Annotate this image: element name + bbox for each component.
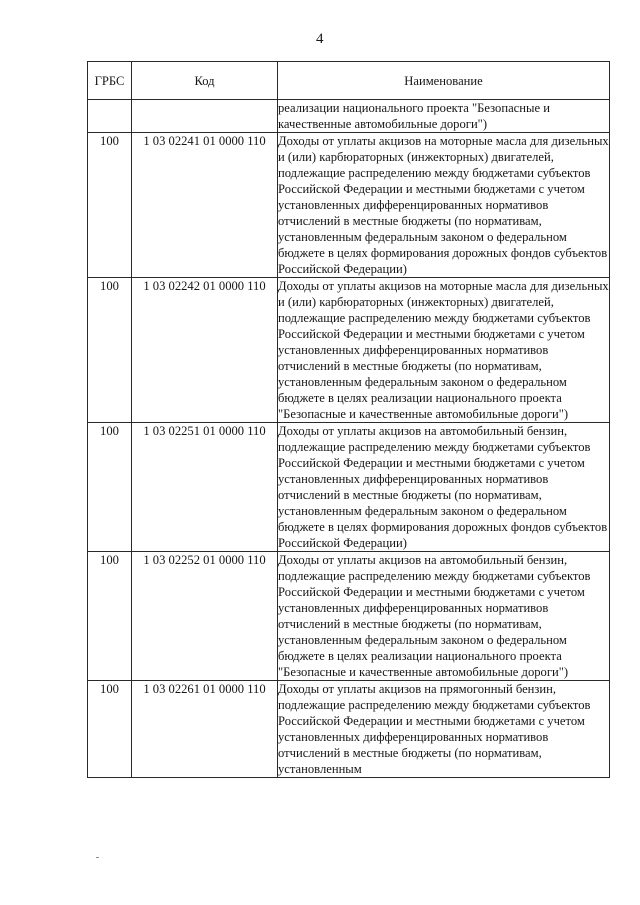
cell-grbs: [88, 100, 132, 133]
cell-grbs: 100: [88, 423, 132, 552]
cell-grbs: 100: [88, 681, 132, 778]
column-header-name: Наименование: [278, 62, 610, 100]
table-row-continuation: [88, 100, 610, 133]
table-row: [88, 681, 610, 778]
cell-name: Доходы от уплаты акцизов на моторные масла для дизельных и (или) карбюраторных (инжекторных) двигателей, подлежащие распределению между бюджетами субъектов Российской Федерации и местными бюджетами с учетом установленных дифференцированных нормативов отчислений в местные бюджеты (по нормативам, установленным федеральным законом о федеральном бюджете в целях реализации национального проекта "Безопасные и качественные автомобильные дороги"): [278, 279, 609, 421]
cell-grbs: 100: [88, 552, 132, 681]
cell-code: 1 03 02241 01 0000 110: [132, 133, 278, 278]
cell-code: 1 03 02261 01 0000 110: [132, 681, 278, 778]
cell-grbs: 100: [88, 278, 132, 423]
cell-name: реализации национального проекта "Безопасные и качественные автомобильные дороги"): [278, 100, 610, 133]
table-header-row: [88, 62, 610, 100]
table-row: [88, 278, 610, 423]
cell-name: Доходы от уплаты акцизов на прямогонный бензин, подлежащие распределению между бюджетами субъектов Российской Федерации и местными бюджетами с учетом установленных дифференцированных нормативов отчислений в местные бюджеты (по нормативам, установленным: [278, 681, 610, 778]
cell-grbs: 100: [88, 133, 132, 278]
page-number: 4: [316, 31, 324, 47]
column-header-grbs: ГРБС: [88, 62, 132, 100]
scan-artifact-dot: [96, 857, 99, 858]
cell-name: Доходы от уплаты акцизов на автомобильный бензин, подлежащие распределению между бюджетами субъектов Российской Федерации и местными бюджетами с учетом установленных дифференцированных нормативов отчислений в местные бюджеты (по нормативам, установленным федеральным законом о федеральном бюджете в целях реализации национального проекта "Безопасные и качественные автомобильные дороги"): [278, 552, 610, 681]
table-row: [88, 133, 610, 278]
table-row: [88, 423, 610, 552]
cell-name: Доходы от уплаты акцизов на моторные масла для дизельных и (или) карбюраторных (инжекторных) двигателей, подлежащие распределению между бюджетами субъектов Российской Федерации и местными бюджетами с учетом установленных дифференцированных нормативов отчислений в местные бюджеты (по нормативам, установленным федеральным законом о федеральном бюджете в целях формирования дорожных фондов субъектов Российской Федерации): [278, 134, 609, 276]
cell-code: 1 03 02252 01 0000 110: [132, 552, 278, 681]
cell-name: Доходы от уплаты акцизов на автомобильный бензин, подлежащие распределению между бюджетами субъектов Российской Федерации и местными бюджетами с учетом установленных дифференцированных нормативов отчислений в местные бюджеты (по нормативам, установленным федеральным законом о федеральном бюджете в целях формирования дорожных фондов субъектов Российской Федерации): [278, 423, 610, 552]
cell-code: 1 03 02242 01 0000 110: [132, 278, 278, 423]
table-row: [88, 552, 610, 681]
column-header-code: Код: [132, 62, 278, 100]
cell-code: [132, 100, 278, 133]
revenue-classification-table: [87, 61, 610, 778]
cell-code: 1 03 02251 01 0000 110: [132, 423, 278, 552]
